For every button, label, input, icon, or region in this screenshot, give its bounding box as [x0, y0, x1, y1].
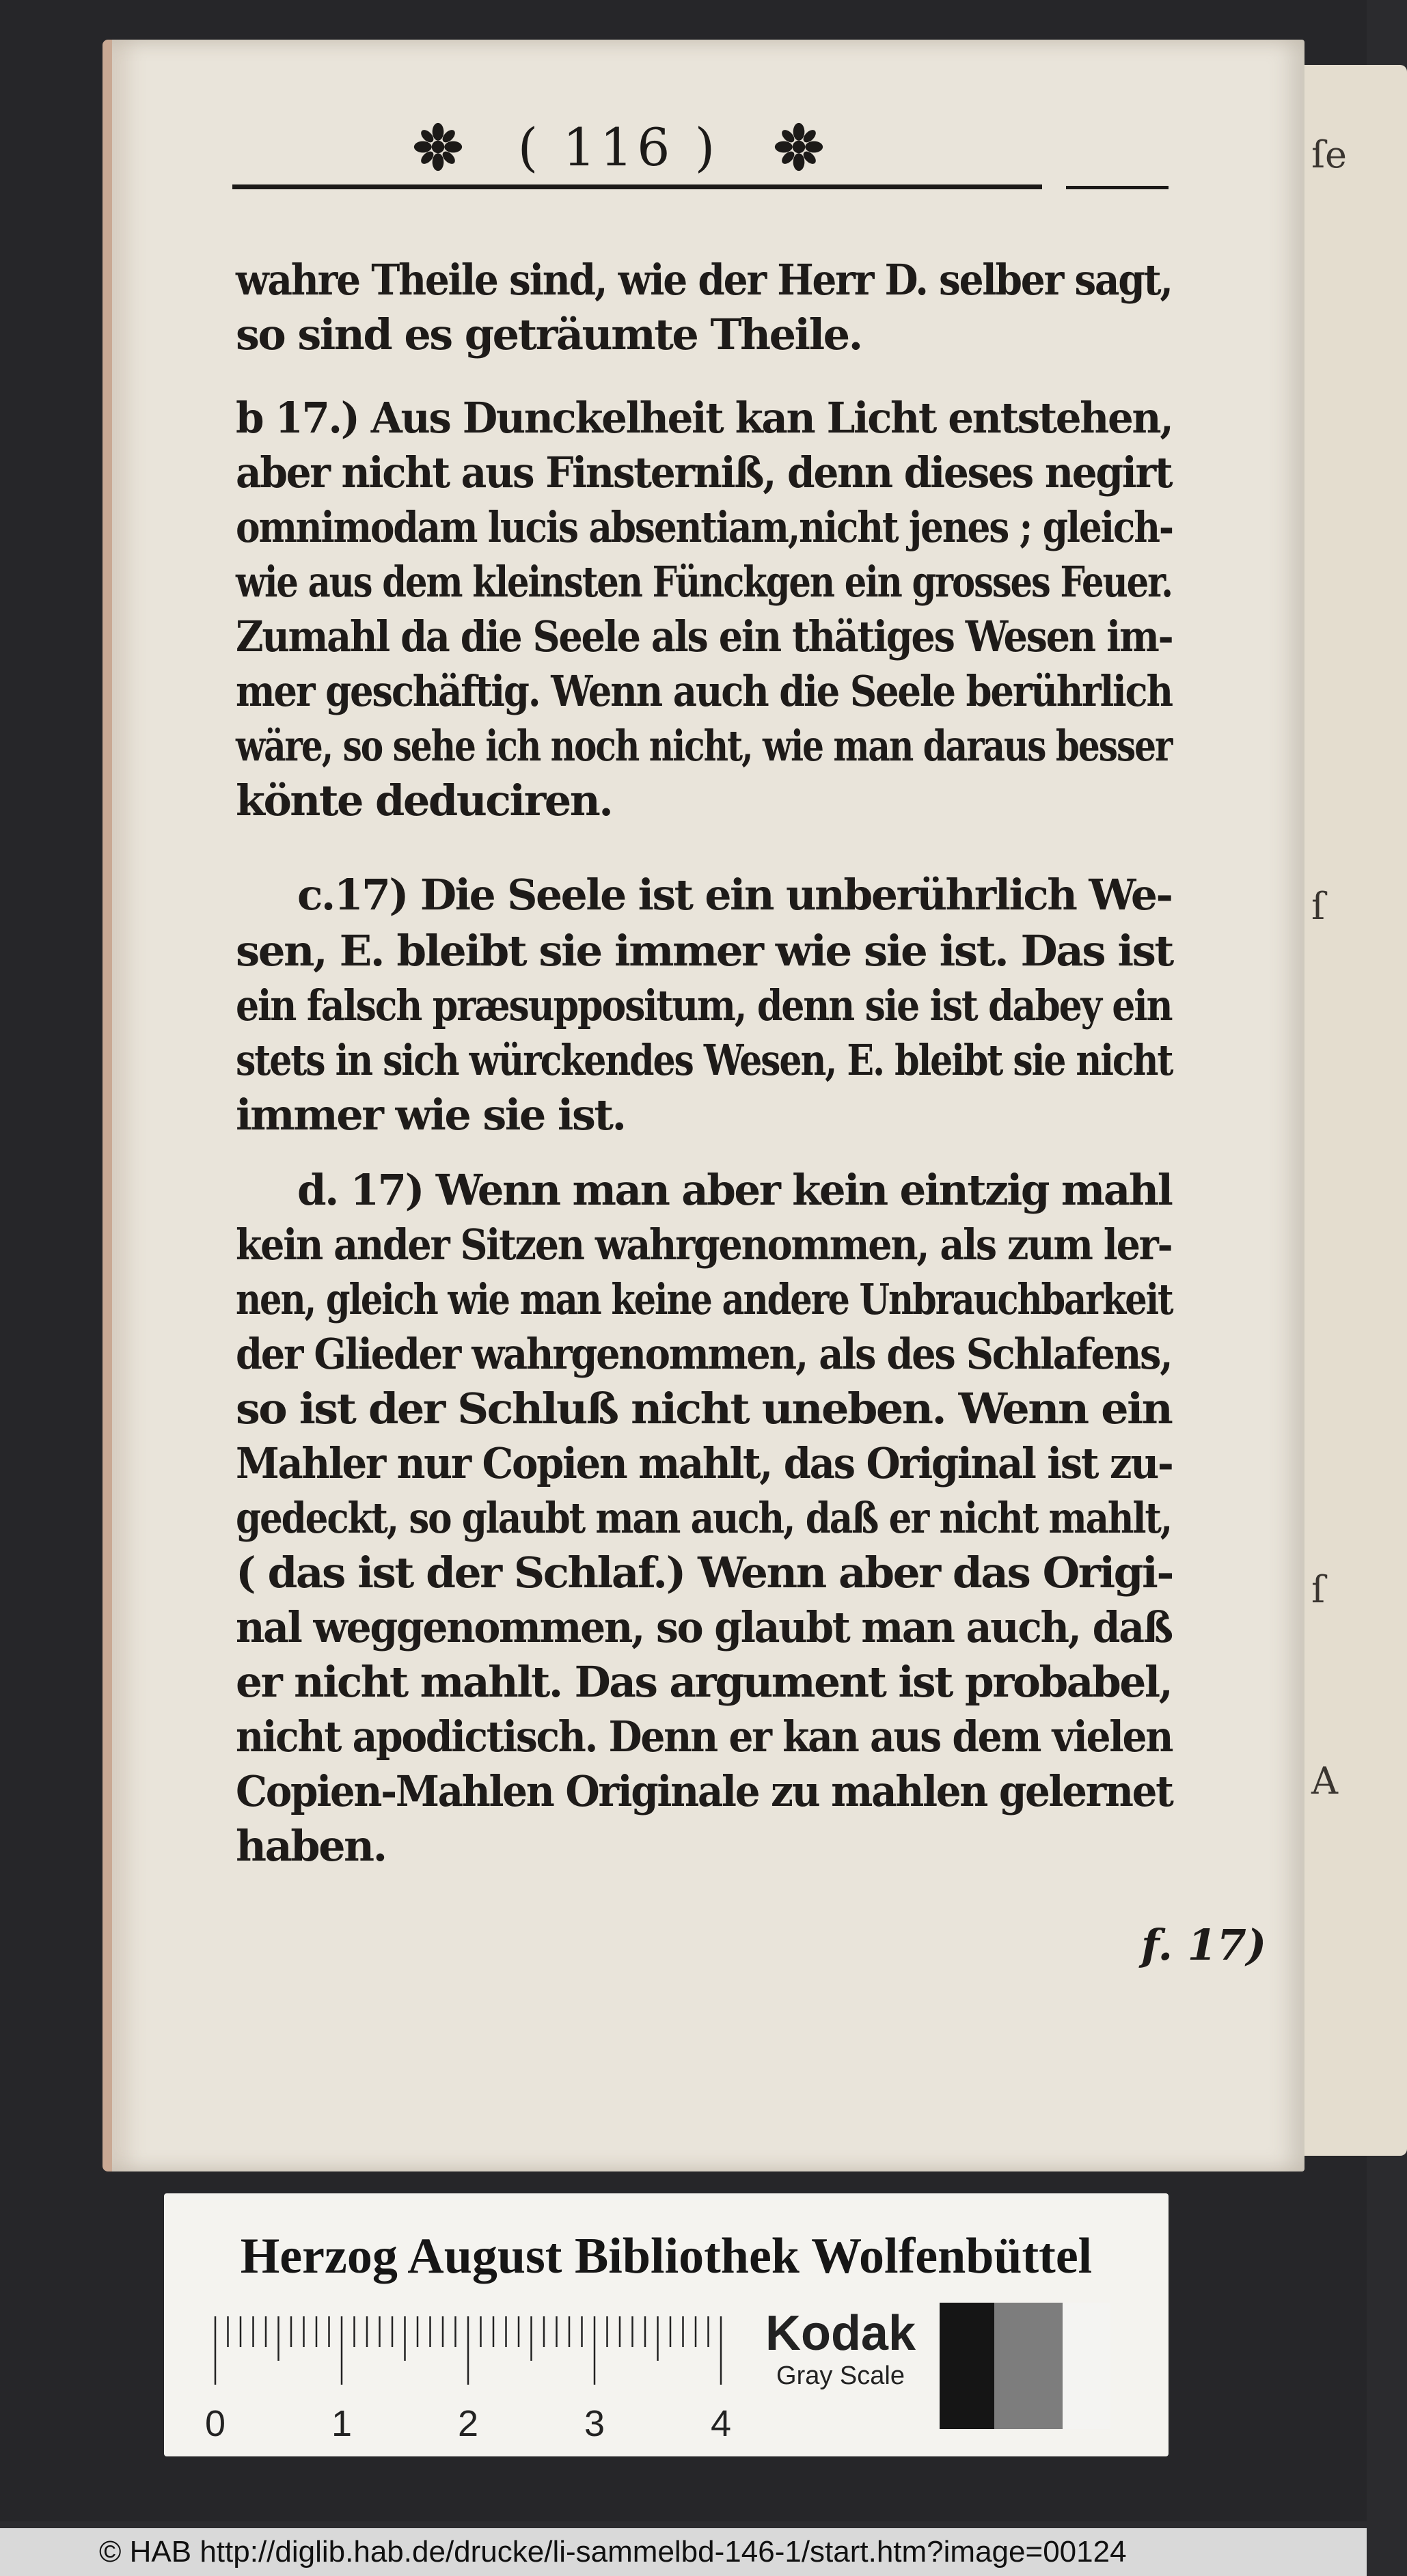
text-line: ein falsch præsuppositum, denn sie ist dabey ein	[236, 981, 1172, 1030]
gray-patch	[994, 2303, 1063, 2429]
kodak-subtitle: Gray Scale	[776, 2361, 905, 2390]
text-line: wäre, so sehe ich noch nicht, wie man daraus besser	[236, 721, 1172, 771]
text-line: ( das ist der Schlaf.) Wenn aber das Origi-	[236, 1548, 1173, 1598]
ruler-label: 3	[584, 2403, 605, 2444]
kodak-brand: Kodak	[765, 2306, 916, 2361]
catchword: f. 17)	[1141, 1920, 1267, 1970]
header-rule	[232, 184, 1042, 189]
text-line: omnimodam lucis absentiam,nicht jenes ; gleich-	[236, 502, 1173, 552]
fleuron-icon	[413, 122, 463, 172]
text-line: immer wie sie ist.	[236, 1090, 625, 1140]
gray-patch	[1063, 2303, 1110, 2429]
ruler	[195, 2310, 732, 2446]
text-line: könte deduciren.	[236, 776, 612, 825]
footer-text: © HAB http://diglib.hab.de/drucke/li-sammelbd-146-1/start.htm?image=00124	[99, 2535, 1127, 2568]
facing-page-edge: ſe ſ ſ A	[1295, 65, 1407, 2156]
text-line: b 17.) Aus Dunckelheit kan Licht entstehen,	[236, 393, 1173, 443]
text-line: gedeckt, so glaubt man auch, daß er nicht mahlt,	[236, 1493, 1172, 1543]
gray-patch	[940, 2303, 994, 2429]
text-line: Mahler nur Copien mahlt, das Original ist zu-	[236, 1438, 1173, 1488]
text-line: stets in sich würckendes Wesen, E. bleibt sie nicht	[236, 1035, 1173, 1085]
library-name: Herzog August Bibliothek Wolfenbüttel	[240, 2228, 1093, 2284]
text-line: c.17) Die Seele ist ein unberührlich We-	[297, 870, 1172, 920]
kodak-logo	[752, 2306, 929, 2402]
text-line: kein ander Sitzen wahrgenommen, als zum ler-	[236, 1220, 1172, 1270]
ruler-label: 4	[711, 2403, 732, 2444]
text-line: er nicht mahlt. Das argument ist probabel,	[236, 1657, 1172, 1707]
copyright-footer	[0, 2528, 1367, 2576]
text-line: nicht apodictisch. Denn er kan aus dem vielen	[236, 1712, 1173, 1762]
text-line: Copien-Mahlen Originale zu mahlen gelernet	[236, 1766, 1173, 1816]
text-line: wahre Theile sind, wie der Herr D. selber sagt,	[236, 255, 1172, 305]
text-line: aber nicht aus Finsterniß, denn dieses negirt	[236, 448, 1172, 497]
ruler-label: 0	[205, 2403, 226, 2444]
text-line: sen, E. bleibt sie immer wie sie ist. Das ist	[236, 926, 1173, 976]
text-line: nal weggenommen, so glaubt man auch, daß	[236, 1602, 1172, 1652]
gray-scale-patches	[940, 2303, 1110, 2429]
text-line: Zumahl da die Seele als ein thätiges Wesen im-	[236, 612, 1173, 661]
text-line: wie aus dem kleinsten Fünckgen ein grosses Feuer.	[236, 557, 1173, 607]
text-line: so ist der Schluß nicht uneben. Wenn ein	[236, 1384, 1172, 1434]
text-line: der Glieder wahrgenommen, als des Schlafens,	[236, 1329, 1172, 1379]
color-target	[164, 2193, 1169, 2456]
text-line: mer geschäftig. Wenn auch die Seele berührlich	[236, 666, 1172, 716]
fleuron-icon	[774, 122, 824, 172]
text-line: haben.	[236, 1821, 386, 1871]
text-line: d. 17) Wenn man aber kein eintzig mahl	[297, 1165, 1172, 1215]
ruler-label: 1	[331, 2403, 353, 2444]
page-number: ( 116 )	[517, 116, 720, 178]
page-header	[226, 102, 1011, 191]
text-line: nen, gleich wie man keine andere Unbrauchbarkeit	[236, 1274, 1173, 1324]
text-line: so sind es geträumte Theile.	[236, 310, 862, 359]
header-rule-right	[1066, 186, 1169, 189]
ruler-label: 2	[458, 2403, 479, 2444]
